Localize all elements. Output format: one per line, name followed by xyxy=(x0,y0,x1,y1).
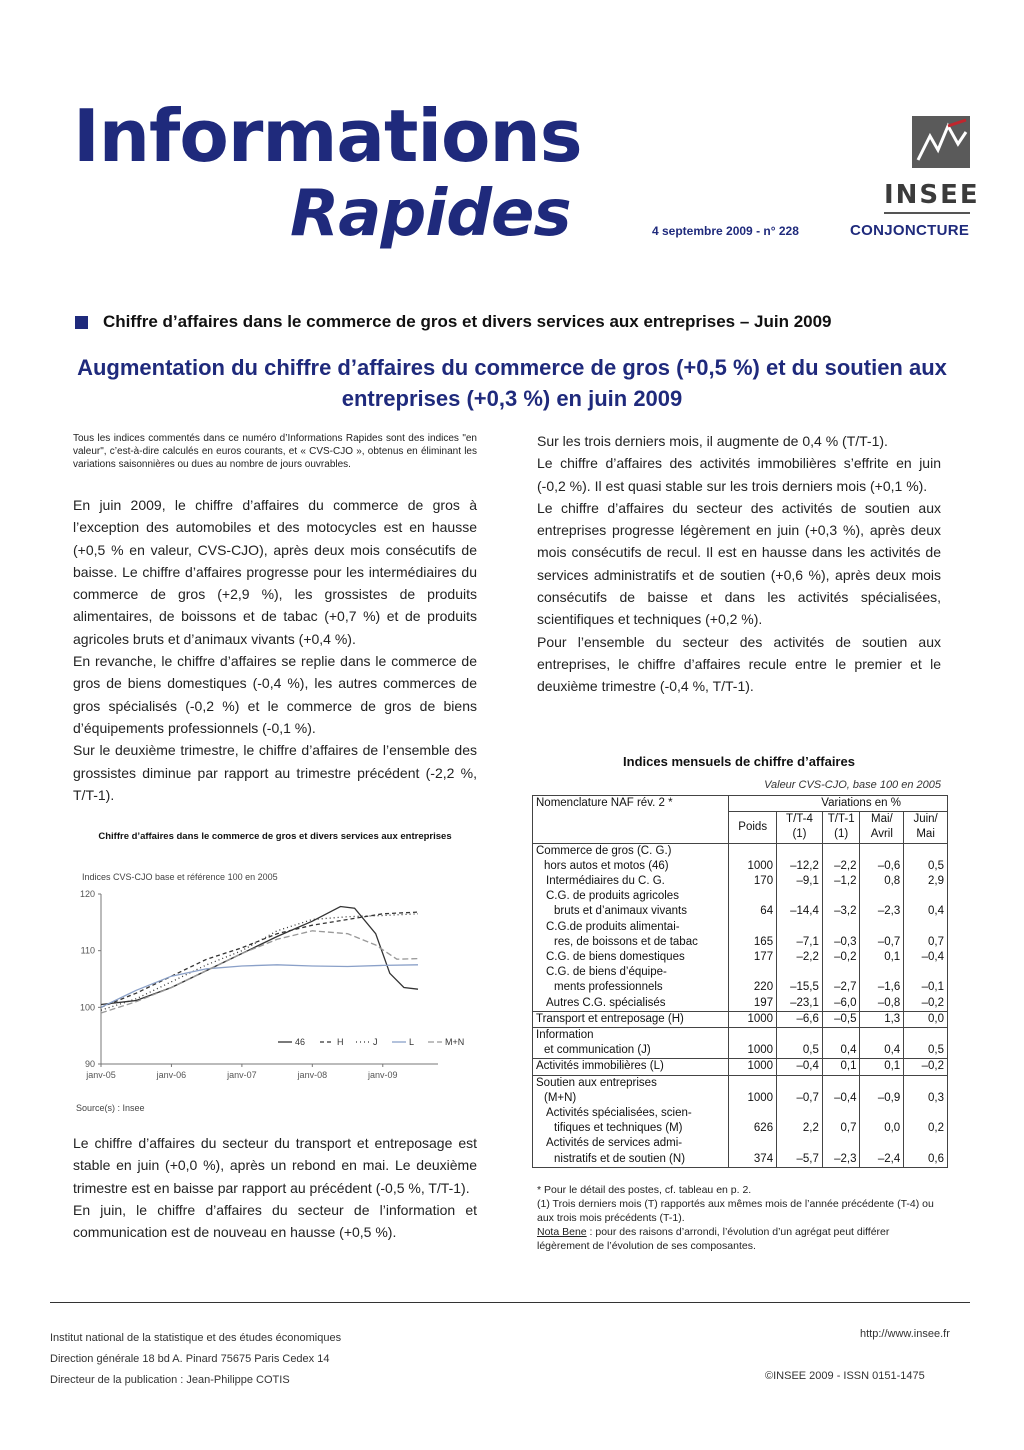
paragraph: Sur les trois derniers mois, il augmente de 0,4 % (T/T-1). xyxy=(537,433,888,449)
series-title-text: Chiffre d’affaires dans le commerce de gros et divers services aux entreprises – Juin 2009 xyxy=(103,312,832,331)
row-value: 0,4 xyxy=(860,1028,904,1059)
row-poids: 177 xyxy=(729,950,777,965)
row-poids: 1000 xyxy=(729,1028,777,1059)
row-value: –2,3 xyxy=(822,1136,860,1167)
table-row xyxy=(533,1106,948,1136)
row-label-line: res, de boissons et de tabac xyxy=(554,935,698,948)
row-label-line: Activités immobilières (L) xyxy=(536,1060,664,1073)
y-tick-label: 110 xyxy=(80,945,95,956)
y-tick-label: 100 xyxy=(79,1002,95,1013)
row-value: –2,7 xyxy=(822,965,860,995)
row-label-line: C.G.de produits alimentai- xyxy=(546,920,680,933)
row-value: –1,2 xyxy=(822,874,860,889)
footnote-star: * Pour le détail des postes, cf. tableau en p. 2. xyxy=(537,1184,752,1196)
intro-note: Tous les indices commentés dans ce numéro d’Informations Rapides sont des indices "en valeur", c’est-à-dire calculés en euros courants, et « CVS-CJO », obtenus en éliminant les variations saisonnières ou dues au nombre de jours ouvrables. xyxy=(73,433,477,470)
nota-bene-text: : pour des raisons d’arrondi, l’évolution d’un agrégat peut différer légèrement de l’évolution de ses composantes. xyxy=(537,1226,890,1252)
row-value: –0,9 xyxy=(860,1075,904,1106)
row-value: –0,6 xyxy=(860,843,904,874)
column-right xyxy=(537,430,941,698)
row-value: –9,1 xyxy=(777,874,823,889)
row-poids: 170 xyxy=(729,874,777,889)
series-line-mn xyxy=(101,931,418,1013)
row-label-line: Autres C.G. spécialisés xyxy=(546,996,666,1009)
paragraph: En juin, le chiffre d’affaires du secteur de l’information et communication est de nouveau en hausse (+0,5 %). xyxy=(73,1201,477,1241)
table-row xyxy=(533,950,948,965)
table-row xyxy=(533,889,948,919)
row-value: –0,2 xyxy=(822,950,860,965)
row-label-line: C.G. de produits agricoles xyxy=(546,890,679,903)
header-poids: Poids xyxy=(729,812,777,843)
table-row xyxy=(533,843,948,874)
row-value: 2,2 xyxy=(777,1106,823,1136)
row-value: 0,0 xyxy=(860,1106,904,1136)
row-value: 0,5 xyxy=(904,1028,948,1059)
logo-divider xyxy=(884,212,970,214)
row-label xyxy=(533,920,729,950)
paragraph: Pour l’ensemble du secteur des activités de soutien aux entreprises, le chiffre d’affaires recule entre le premier et le deuxième trimestre (-0,4 %, T/T-1). xyxy=(537,633,941,695)
row-label xyxy=(533,1059,729,1075)
row-value: –15,5 xyxy=(777,965,823,995)
footer-divider xyxy=(50,1302,970,1303)
row-value: –0,4 xyxy=(904,950,948,965)
row-label-line: et communication (J) xyxy=(544,1044,651,1057)
row-value: 0,7 xyxy=(904,920,948,950)
line-chart xyxy=(73,884,477,1094)
series-title xyxy=(75,312,832,332)
legend-label: L xyxy=(409,1037,415,1047)
legend-label: 46 xyxy=(295,1037,306,1047)
row-label-line: Information xyxy=(536,1029,594,1042)
row-value: –23,1 xyxy=(777,996,823,1012)
row-value: –12,2 xyxy=(777,843,823,874)
paragraph: En revanche, le chiffre d’affaires se replie dans le commerce de gros de biens domestiques (-0,4 %), les autres commerces de gros spécialisés (-0,2 %) et le commerce de gros de biens d’équipements professionnels (-0,1 %). xyxy=(73,653,477,736)
row-label xyxy=(533,889,729,919)
row-label xyxy=(533,874,729,889)
masthead-title-line1: Informations xyxy=(73,94,582,178)
header-tt4: T/T-4 (1) xyxy=(777,812,823,843)
table-row xyxy=(533,1136,948,1167)
insee-logo-icon xyxy=(912,116,970,168)
legend-label: M+N xyxy=(445,1037,465,1047)
table-row xyxy=(533,1075,948,1106)
header-nomenclature: Nomenclature NAF rév. 2 * xyxy=(533,796,729,844)
column-left-top xyxy=(73,494,477,806)
row-value: 0,1 xyxy=(860,950,904,965)
row-label-line: ments professionnels xyxy=(554,981,663,994)
table-footnotes xyxy=(537,1183,941,1253)
row-poids: 374 xyxy=(729,1136,777,1167)
nota-bene-label: Nota Bene xyxy=(537,1226,587,1238)
row-value: –0,2 xyxy=(904,1059,948,1075)
row-value: –0,2 xyxy=(904,996,948,1012)
row-label-line: (M+N) xyxy=(544,1091,577,1104)
row-value: 0,2 xyxy=(904,1106,948,1136)
row-value: –1,6 xyxy=(860,965,904,995)
table-row xyxy=(533,965,948,995)
row-label-line: Activités de services admi- xyxy=(546,1137,683,1150)
row-value: 0,5 xyxy=(904,843,948,874)
row-value: –2,3 xyxy=(860,889,904,919)
row-poids: 1000 xyxy=(729,843,777,874)
row-label-line: Transport et entreposage (H) xyxy=(536,1012,684,1025)
chart-title: Chiffre d’affaires dans le commerce de gros et divers services aux entreprises xyxy=(98,831,452,842)
row-poids: 220 xyxy=(729,965,777,995)
row-value: –2,4 xyxy=(860,1136,904,1167)
row-value: 0,4 xyxy=(822,1028,860,1059)
row-value: 2,9 xyxy=(904,874,948,889)
table-row xyxy=(533,996,948,1012)
row-poids: 64 xyxy=(729,889,777,919)
x-tick-label: janv-07 xyxy=(227,1070,257,1080)
footnote-nota xyxy=(537,1225,941,1253)
table-body xyxy=(533,843,948,1167)
chart-subtitle: Indices CVS-CJO base et référence 100 en 2005 xyxy=(82,872,278,882)
row-label-line: nistratifs et de soutien (N) xyxy=(554,1152,686,1165)
footer-copyright: ©INSEE 2009 - ISSN 0151-1475 xyxy=(765,1370,925,1382)
row-value: –0,1 xyxy=(904,965,948,995)
footnote-one: (1) Trois derniers mois (T) rapportés aux mêmes mois de l’année précédente (T-4) ou aux trois mois précédents (T-1). xyxy=(537,1198,934,1224)
row-value: –0,4 xyxy=(822,1075,860,1106)
header-mai-avril: Mai/ Avril xyxy=(860,812,904,843)
row-label-line: hors autos et motos (46) xyxy=(544,859,669,872)
paragraph: Le chiffre d’affaires du secteur des activités de soutien aux entreprises progresse légèrement en juin (+0,3 %), après deux mois consécutifs de recul. Il est en hausse dans les activités de services administratifs et de soutien (+0,6 %), après deux mois consécutifs de baisse et dans les activités spécialisées, scientifiques et techniques (+0,2 %). xyxy=(537,499,941,628)
table-row xyxy=(533,920,948,950)
legend-label: J xyxy=(373,1037,378,1047)
x-tick-label: janv-08 xyxy=(297,1070,328,1080)
footer-line: Institut national de la statistique et des études économiques xyxy=(50,1332,342,1344)
x-tick-label: janv-05 xyxy=(86,1070,116,1080)
footer-url-link[interactable]: http://www.insee.fr xyxy=(860,1328,950,1340)
row-value: –0,7 xyxy=(777,1075,823,1106)
row-value: –2,2 xyxy=(822,843,860,874)
table-row xyxy=(533,1059,948,1075)
table-row xyxy=(533,1011,948,1027)
row-label-line: Soutien aux entreprises xyxy=(536,1076,657,1089)
row-label xyxy=(533,1136,729,1167)
row-value: –6,0 xyxy=(822,996,860,1012)
row-value: –0,5 xyxy=(822,1011,860,1027)
row-value: 0,5 xyxy=(777,1028,823,1059)
y-tick-label: 90 xyxy=(84,1059,95,1069)
row-label-line: Intermédiaires du C. G. xyxy=(546,875,665,888)
row-value: 0,4 xyxy=(904,889,948,919)
section-label: CONJONCTURE xyxy=(850,222,970,239)
row-label xyxy=(533,965,729,995)
row-poids: 1000 xyxy=(729,1075,777,1106)
headline: Augmentation du chiffre d’affaires du commerce de gros (+0,5 %) et du soutien aux entreprises (+0,3 %) en juin 2009 xyxy=(77,355,947,411)
row-label-line: C.G. de biens domestiques xyxy=(546,951,685,964)
row-value: 0,0 xyxy=(904,1011,948,1027)
x-tick-label: janv-06 xyxy=(156,1070,187,1080)
issue-number: 4 septembre 2009 - n° 228 xyxy=(652,224,799,238)
row-poids: 197 xyxy=(729,996,777,1012)
row-label xyxy=(533,1075,729,1106)
row-label xyxy=(533,996,729,1012)
row-label-line: Activités spécialisées, scien- xyxy=(546,1107,692,1120)
header-juin-mai: Juin/ Mai xyxy=(904,812,948,843)
footer-line: Directeur de la publication : Jean-Philippe COTIS xyxy=(50,1374,290,1386)
row-value: 0,1 xyxy=(822,1059,860,1075)
row-label xyxy=(533,843,729,874)
paragraph: En juin 2009, le chiffre d’affaires du commerce de gros à l’exception des automobiles et des motocycles est en hausse (+0,5 % en valeur, CVS-CJO), après deux mois consécutifs de baisse. Le chiffre d’affaires progresse pour les intermédiaires du commerce de gros (+2,9 %), les grossistes de produits alimentaires, de boissons et de tabac (+0,7 %) et de produits agricoles bruts et d’animaux vivants (+0,4 %). xyxy=(73,497,477,647)
series-line-46 xyxy=(101,907,418,1005)
x-tick-label: janv-09 xyxy=(368,1070,398,1080)
footer-address xyxy=(50,1328,341,1391)
row-value: 0,8 xyxy=(860,874,904,889)
row-poids: 626 xyxy=(729,1106,777,1136)
table-row xyxy=(533,1028,948,1059)
row-label xyxy=(533,1106,729,1136)
row-label-line: tifiques et techniques (M) xyxy=(554,1122,683,1135)
row-label-line: bruts et d’animaux vivants xyxy=(554,905,687,918)
series-line-l xyxy=(101,965,418,1008)
row-value: –0,3 xyxy=(822,920,860,950)
row-value: 0,6 xyxy=(904,1136,948,1167)
masthead-title-line2: Rapides xyxy=(290,177,571,251)
y-tick-label: 120 xyxy=(79,889,95,899)
row-label-line: C.G. de biens d’équipe- xyxy=(546,966,667,979)
table-title: Indices mensuels de chiffre d’affaires xyxy=(623,754,855,769)
paragraph: Sur le deuxième trimestre, le chiffre d’affaires de l’ensemble des grossistes diminue par rapport au trimestre précédent (-2,2 %, T/T-1). xyxy=(73,742,477,803)
row-label xyxy=(533,950,729,965)
row-value: 0,3 xyxy=(904,1075,948,1106)
row-value: –2,2 xyxy=(777,950,823,965)
row-value: 0,1 xyxy=(860,1059,904,1075)
row-value: –5,7 xyxy=(777,1136,823,1167)
row-poids: 165 xyxy=(729,920,777,950)
bullet-square-icon xyxy=(75,316,88,329)
table-row xyxy=(533,874,948,889)
row-label xyxy=(533,1011,729,1027)
row-value: –14,4 xyxy=(777,889,823,919)
row-value: –0,8 xyxy=(860,996,904,1012)
header-variations: Variations en % xyxy=(729,796,948,812)
row-value: –6,6 xyxy=(777,1011,823,1027)
row-label xyxy=(533,1028,729,1059)
row-poids: 1000 xyxy=(729,1059,777,1075)
row-value: –0,7 xyxy=(860,920,904,950)
column-left-bottom xyxy=(73,1132,477,1243)
header-tt1: T/T-1 (1) xyxy=(822,812,860,843)
row-value: 0,7 xyxy=(822,1106,860,1136)
row-value: –3,2 xyxy=(822,889,860,919)
table-unit-note: Valeur CVS-CJO, base 100 en 2005 xyxy=(764,779,941,791)
legend-label: H xyxy=(337,1037,344,1047)
paragraph: Le chiffre d’affaires du secteur du transport et entreposage est stable en juin (+0,0 %), après un rebond en mai. Le deuxième trimestre est en baisse par rapport au précédent (-0,5 %, T/T-1). xyxy=(73,1135,477,1196)
footer-line: Direction générale 18 bd A. Pinard 75675 Paris Cedex 14 xyxy=(50,1353,330,1365)
insee-wordmark: INSEE xyxy=(884,180,980,210)
chart-source: Source(s) : Insee xyxy=(76,1103,145,1113)
row-value: –7,1 xyxy=(777,920,823,950)
row-value: 1,3 xyxy=(860,1011,904,1027)
row-label-line: Commerce de gros (C. G.) xyxy=(536,844,672,857)
indices-table xyxy=(532,795,948,1168)
row-value: –0,4 xyxy=(777,1059,823,1075)
row-poids: 1000 xyxy=(729,1011,777,1027)
paragraph: Le chiffre d’affaires des activités immobilières s’effrite en juin (-0,2 %). Il est quasi stable sur les trois derniers mois (+0,1 %). xyxy=(537,455,941,494)
